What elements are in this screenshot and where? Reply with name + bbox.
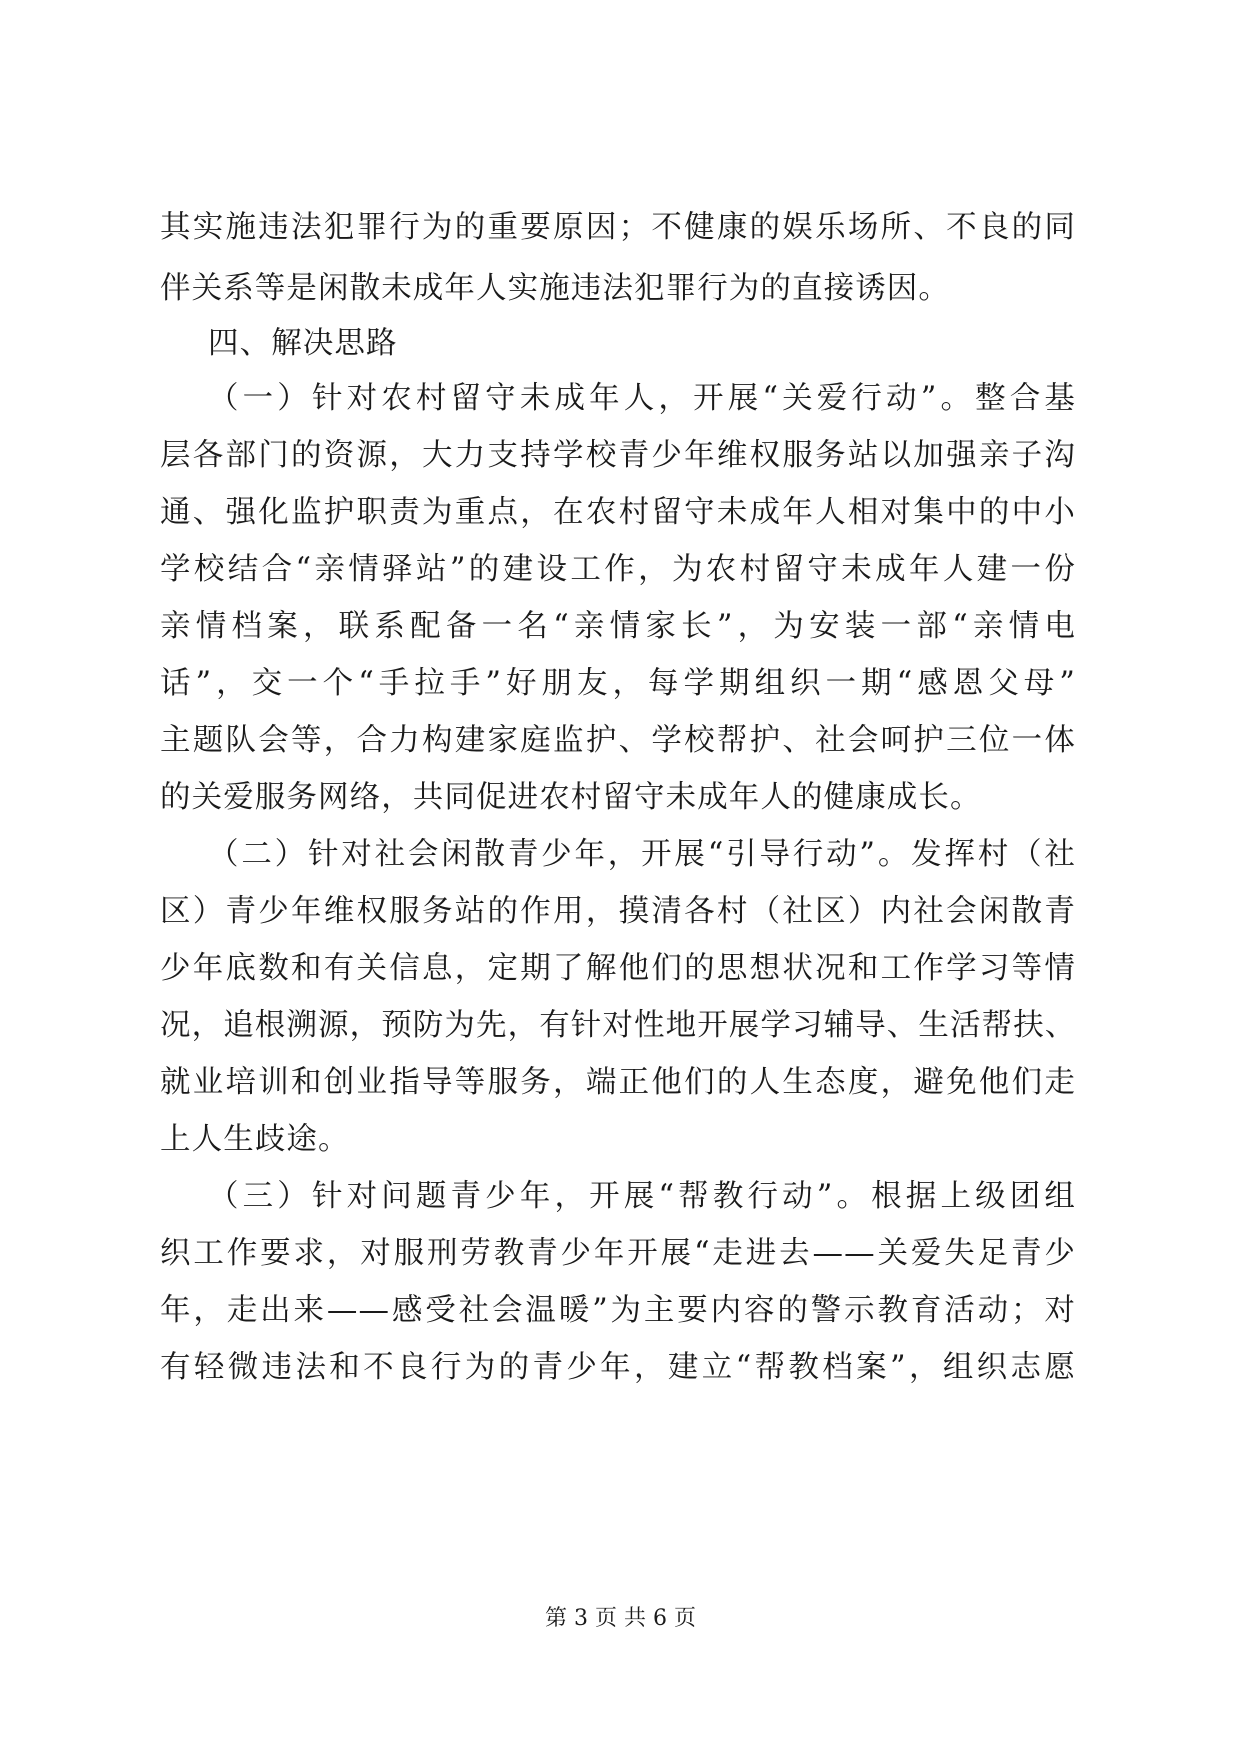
- paragraph-line: 学校结合“亲情驿站”的建设工作，为农村留守未成年人建一份: [160, 552, 1076, 587]
- paragraph-line: 上人生歧途。: [160, 1122, 350, 1157]
- paragraph-line: 话”，交一个“手拉手”好朋友，每学期组织一期“感恩父母”: [160, 666, 1076, 701]
- page-footer: 第 3 页 共 6 页: [545, 1606, 696, 1631]
- paragraph-line: 少年底数和有关信息，定期了解他们的思想状况和工作学习等情: [160, 951, 1076, 986]
- paragraph-line: 年，走出来——感受社会温暖”为主要内容的警示教育活动；对: [160, 1293, 1076, 1328]
- section-heading: 四、解决思路: [208, 326, 398, 361]
- paragraph-line: 其实施违法犯罪行为的重要原因；不健康的娱乐场所、不良的同: [160, 210, 1076, 245]
- paragraph-line: 伴关系等是闲散未成年人实施违法犯罪行为的直接诱因。: [160, 271, 950, 306]
- paragraph-line: 层各部门的资源，大力支持学校青少年维权服务站以加强亲子沟: [160, 438, 1076, 473]
- paragraph-line: （一）针对农村留守未成年人，开展“关爱行动”。整合基: [208, 381, 1076, 416]
- paragraph-line: 有轻微违法和不良行为的青少年，建立“帮教档案”，组织志愿: [160, 1350, 1076, 1385]
- paragraph-line: 的关爱服务网络，共同促进农村留守未成年人的健康成长。: [160, 780, 982, 815]
- paragraph-line: 区）青少年维权服务站的作用，摸清各村（社区）内社会闲散青: [160, 894, 1076, 929]
- paragraph-line: 织工作要求，对服刑劳教青少年开展“走进去——关爱失足青少: [160, 1236, 1076, 1271]
- paragraph-line: （三）针对问题青少年，开展“帮教行动”。根据上级团组: [208, 1179, 1076, 1214]
- paragraph-line: 通、强化监护职责为重点，在农村留守未成年人相对集中的中小: [160, 495, 1076, 530]
- paragraph-line: （二）针对社会闲散青少年，开展“引导行动”。发挥村（社: [208, 837, 1076, 872]
- paragraph-line: 主题队会等，合力构建家庭监护、学校帮护、社会呵护三位一体: [160, 723, 1076, 758]
- paragraph-line: 亲情档案，联系配备一名“亲情家长”，为安装一部“亲情电: [160, 609, 1076, 644]
- paragraph-line: 就业培训和创业指导等服务，端正他们的人生态度，避免他们走: [160, 1065, 1076, 1100]
- paragraph-line: 况，追根溯源，预防为先，有针对性地开展学习辅导、生活帮扶、: [160, 1008, 1077, 1043]
